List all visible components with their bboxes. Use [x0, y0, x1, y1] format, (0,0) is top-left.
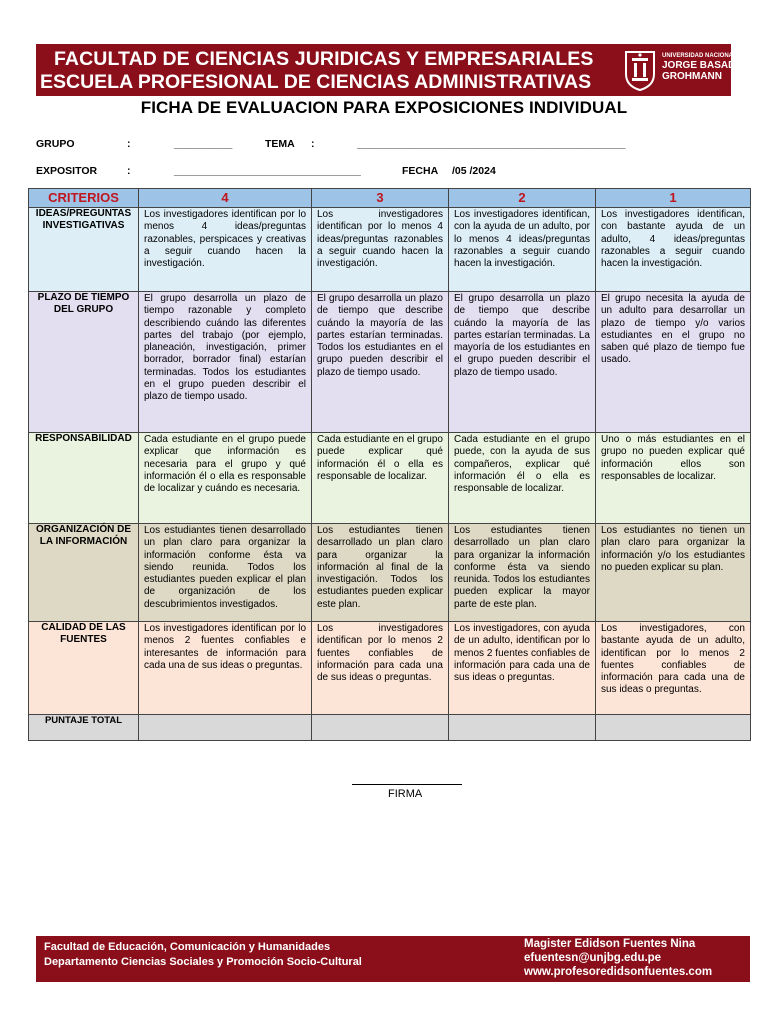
total-row — [29, 715, 751, 741]
grupo-colon: : — [127, 138, 131, 150]
school-title: ESCUELA PROFESIONAL DE CIENCIAS ADMINISTRATIVAS — [40, 71, 592, 93]
grupo-label: GRUPO — [36, 138, 75, 150]
criterion-cell: IDEAS/PREGUNTAS INVESTIGATIVAS — [29, 208, 139, 292]
rubric-header-row — [29, 189, 751, 208]
logo-line-3: GROHMANN — [662, 71, 722, 82]
table-row — [29, 433, 751, 524]
expositor-field[interactable]: ________________________________ — [174, 165, 361, 177]
rubric-table — [28, 188, 751, 741]
descriptor-cell: Los investigadores identifican por lo menos 2 fuentes confiables e interesantes de información para cada una de sus ideas o preguntas. — [139, 622, 312, 715]
score-entry-cell[interactable] — [312, 715, 449, 741]
header-score-2: 2 — [449, 189, 596, 208]
footer-department: Departamento Ciencias Sociales y Promoción Socio-Cultural — [44, 956, 362, 968]
table-row — [29, 524, 751, 622]
document-title: FICHA DE EVALUACION PARA EXPOSICIONES INDIVIDUAL — [140, 98, 628, 117]
tema-colon: : — [311, 138, 315, 150]
descriptor-cell: El grupo desarrolla un plazo de tiempo que describe cuándo la mayoría de las partes estarían terminadas. La mayoría de los estudiantes en el grupo pueden describir el plazo de tiempo usado. — [449, 292, 596, 433]
descriptor-cell: Los investigadores identifican por lo menos 4 ideas/preguntas razonables a seguir cuando hacen la investigación. — [312, 208, 449, 292]
criterion-cell: PLAZO DE TIEMPO DEL GRUPO — [29, 292, 139, 433]
footer-email-link[interactable]: efuentesn@unjbg.edu.pe — [524, 952, 662, 964]
score-entry-cell[interactable] — [139, 715, 312, 741]
expositor-label: EXPOSITOR — [36, 165, 98, 177]
descriptor-cell: Los investigadores, con ayuda de un adulto, identifican por lo menos 2 fuentes confiables de información para cada una de sus ideas o preguntas. — [449, 622, 596, 715]
descriptor-cell: Los investigadores identifican por lo menos 2 fuentes confiables de información para cada una de sus ideas o preguntas. — [312, 622, 449, 715]
header-banner — [36, 44, 750, 96]
criterion-cell: RESPONSABILIDAD — [29, 433, 139, 524]
descriptor-cell: Los investigadores identifican, con la ayuda de un adulto, por lo menos 4 ideas/preguntas razonables a seguir cuando hacen la investigación. — [449, 208, 596, 292]
logo-line-2: JORGE BASADRE — [662, 60, 750, 71]
descriptor-cell: Cada estudiante en el grupo puede explicar que información es necesaria para el grupo y qué información él o ella es responsable de localizar y cuándo es necesaria. — [139, 433, 312, 524]
descriptor-cell: Los estudiantes tienen desarrollado un plan claro para organizar la información al final de la investigación. Todos los estudiantes pueden explicar este plan. — [312, 524, 449, 622]
fecha-label: FECHA — [402, 165, 439, 177]
footer-author: Magister Edidson Fuentes Nina — [524, 938, 696, 950]
tema-label: TEMA — [265, 138, 295, 150]
descriptor-cell: El grupo desarrolla un plazo de tiempo que describe cuándo la mayoría de las partes estarían terminadas. Todos los estudiantes en el grupo pueden describir el plazo de tiempo usado. — [312, 292, 449, 433]
criterion-cell: ORGANIZACIÓN DE LA INFORMACIÓN — [29, 524, 139, 622]
signature-line[interactable] — [352, 784, 462, 785]
fecha-field[interactable]: /05 /2024 — [452, 165, 496, 177]
grupo-field[interactable]: __________ — [174, 138, 233, 150]
header-score-3: 3 — [312, 189, 449, 208]
faculty-title: FACULTAD DE CIENCIAS JURIDICAS Y EMPRESARIALES — [54, 48, 594, 70]
header-score-4: 4 — [139, 189, 312, 208]
footer-faculty: Facultad de Educación, Comunicación y Humanidades — [44, 941, 331, 953]
descriptor-cell: El grupo desarrolla un plazo de tiempo razonable y completo describiendo cuándo las diferentes partes del trabajo (por ejemplo, planeación, investigación, primer borrador, borrador final) estarían terminadas. Todos los estudiantes en el grupo pueden describir el plazo de tiempo usado. — [139, 292, 312, 433]
footer-banner — [36, 936, 750, 982]
table-row — [29, 292, 751, 433]
descriptor-cell: Los estudiantes tienen desarrollado un plan claro para organizar la información conforme ésta va siendo reunida. Todos los estudiantes pueden explicar la mayor parte de este plan. — [449, 524, 596, 622]
score-entry-cell[interactable] — [449, 715, 596, 741]
table-row — [29, 622, 751, 715]
score-entry-cell[interactable] — [596, 715, 751, 741]
descriptor-cell: Los investigadores identifican por lo menos 4 ideas/preguntas razonables, perspicaces y creativas a seguir cuando hacen la investigación. — [139, 208, 312, 292]
descriptor-cell: Los investigadores, con bastante ayuda de un adulto, identifican por lo menos 2 fuentes confiables de información para cada una de sus ideas o preguntas. — [596, 622, 751, 715]
descriptor-cell: Los estudiantes no tienen un plan claro para organizar la información y/o los estudiantes no pueden explicar su plan. — [596, 524, 751, 622]
signature-label: FIRMA — [388, 788, 423, 800]
descriptor-cell: Cada estudiante en el grupo puede explicar qué información él o ella es responsable de localizar. — [312, 433, 449, 524]
table-row — [29, 208, 751, 292]
tema-field[interactable]: ______________________________________________ — [357, 138, 626, 150]
descriptor-cell: Uno o más estudiantes en el grupo no pueden explicar qué información ellos son responsables de localizar. — [596, 433, 751, 524]
expositor-colon: : — [127, 165, 131, 177]
descriptor-cell: Cada estudiante en el grupo puede, con la ayuda de sus compañeros, explicar qué información él o ella es responsable de localizar. — [449, 433, 596, 524]
university-logo — [620, 46, 750, 94]
descriptor-cell: Los estudiantes tienen desarrollado un plan claro para organizar la información conforme ésta va siendo reunida. Todos los estudiantes pueden explicar el plan de organización de los descubrimientos investigados. — [139, 524, 312, 622]
university-seal-icon — [622, 48, 658, 92]
descriptor-cell: El grupo necesita la ayuda de un adulto para desarrollar un plazo de tiempo y/o varios estudiantes en el grupo no saben qué plazo de tiempo fue usado. — [596, 292, 751, 433]
header-score-1: 1 — [596, 189, 751, 208]
footer-website-link[interactable]: www.profesoredidsonfuentes.com — [524, 966, 713, 978]
logo-line-1: UNIVERSIDAD NACIONAL — [662, 53, 737, 59]
criterion-cell: CALIDAD DE LAS FUENTES — [29, 622, 139, 715]
descriptor-cell: Los investigadores identifican, con bastante ayuda de un adulto, 4 ideas/preguntas razonables a seguir cuando hacen la investigación. — [596, 208, 751, 292]
header-criterios: CRITERIOS — [29, 189, 139, 208]
total-label-cell: PUNTAJE TOTAL — [29, 715, 139, 741]
